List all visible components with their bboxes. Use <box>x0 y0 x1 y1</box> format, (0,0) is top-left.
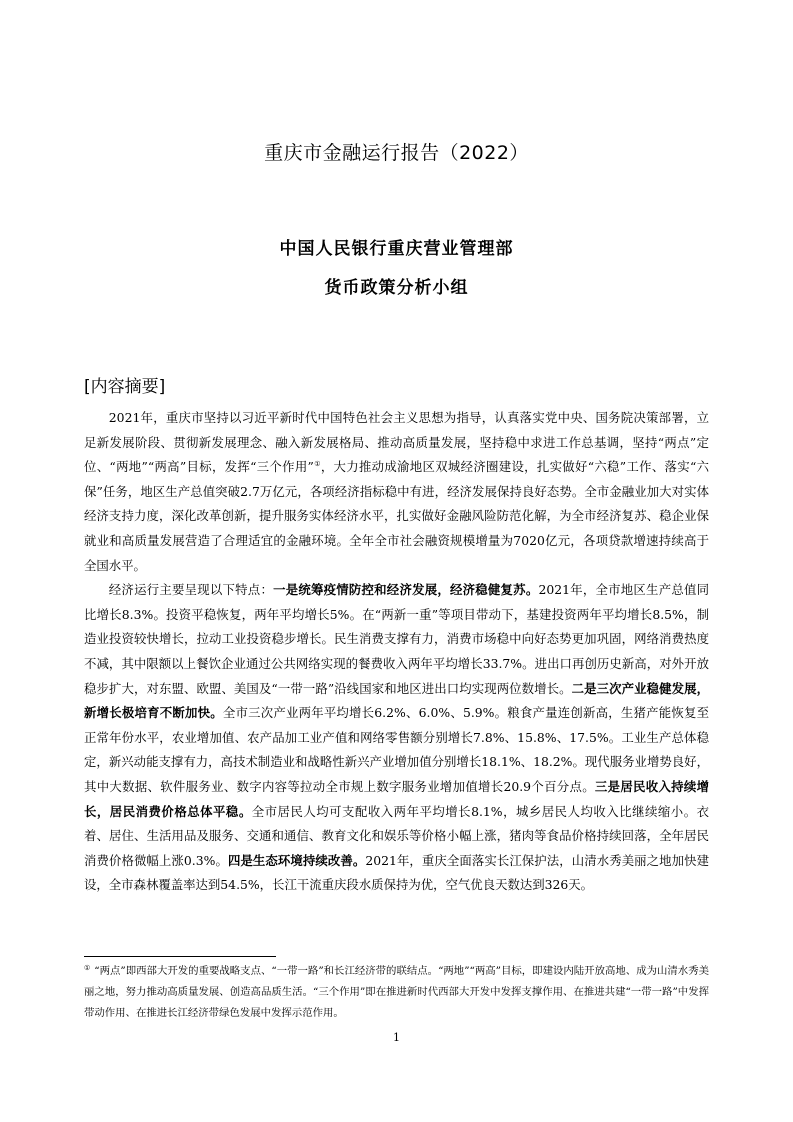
footnote-mark: ① <box>84 963 91 972</box>
para2-point-3: 三是居民收入持续增长，居民消费价格总体平稳。 <box>84 778 709 819</box>
paragraph-1 <box>84 406 709 578</box>
footnote-text: “两点”即西部大开发的重要战略支点、“一带一路”和长江经济带的联结点。“两地”“两高”目标，即建设内陆开放高地、成为山清水秀美丽之地，努力推动高质量发展、创造高品质生活。“三个作用”即在推进新时代西部大开发中发挥支撑作用、在推进共建“一带一路”中发挥带动作用、在推进长江经济带绿色发展中发挥示范作用。 <box>84 965 709 1019</box>
para2-text-3: 全市三次产业两年平均增长6.2%、6.0%、5.9%。粮食产量连创新高，生猪产能恢复至正常年份水平，农业增加值、农产品加工业产值和网络零售额分别增长7.8%、15.8%、17.5%。工业生产总体稳定，新兴动能支撑有力，高技术制造业和战略性新兴产业增加值分别增长18.1%、18.2%。现代服务业增势良好，其中大数据、软件服务业、数字内容等拉动全市规上数字服务业增加值增长20.9个百分点。 <box>84 705 710 794</box>
para1-text-a: 2021年，重庆市坚持以习近平新时代中国特色社会主义思想为指导，认真落实党中央、国务院决策部署，立足新发展阶段、贯彻新发展理念、融入新发展格局、推动高质量发展，坚持稳中求进工作总基调，坚持“两点”定位、“两地”“两高”目标，发挥“三个作用” <box>84 410 709 475</box>
footnote-reference[interactable]: ① <box>313 460 321 469</box>
footnote <box>84 961 709 1024</box>
author-group: 货币政策分析小组 <box>324 278 469 298</box>
para2-text-5: 2021年，重庆全面落实长江保护法，山清水秀美丽之地加快建设，全市森林覆盖率达到54.5%，长江干流重庆段水质保持为优，空气优良天数达到326天。 <box>84 852 709 893</box>
para2-point-4: 四是生态环境持续改善。 <box>227 852 366 868</box>
document-title: 重庆市金融运行报告（2022） <box>264 142 529 164</box>
para2-point-2: 二是三次产业稳健发展，新增长极培育不断加快。 <box>84 680 710 721</box>
organization-name: 中国人民银行重庆营业管理部 <box>279 239 514 259</box>
footnote-separator <box>84 956 276 957</box>
section-heading-abstract: [内容摘要] <box>84 377 166 397</box>
para2-text-4: 全市居民人均可支配收入两年平均增长8.1%，城乡居民人均收入比继续缩小。衣着、居住、生活用品及服务、交通和通信、教育文化和娱乐等价格小幅上涨，猪肉等食品价格持续回落，全年居民消费价格微幅上涨0.3%。 <box>84 803 709 868</box>
para1-text-b: ，大力推动成渝地区双城经济圈建设，扎实做好“六稳”工作、落实“六保”任务，地区生产总值突破2.7万亿元，各项经济指标稳中有进，经济发展保持良好态势。全市金融业加大对实体经济支持力度，深化改革创新，提升服务实体经济水平，扎实做好金融风险防范化解，为全市经济复苏、稳企业保就业和高质量发展营造了合理适宜的金融环境。全年全市社会融资规模增量为7020亿元，各项贷款增速持续高于全国水平。 <box>84 459 709 573</box>
para2-text-2: 2021年，全市地区生产总值同比增长8.3%。投资平稳恢复，两年平均增长5%。在“两新一重”等项目带动下，基建投资两年平均增长8.5%，制造业投资较快增长，拉动工业投资稳步增长。民生消费支撑有力，消费市场稳中向好态势更加巩固，网络消费热度不减，其中限额以上餐饮企业通过公共网络实现的餐费收入两年平均增长33.7%。进出口再创历史新高，对外开放稳步扩大，对东盟、欧盟、美国及“一带一路”沿线国家和地区进出口均实现两位数增长。 <box>84 582 709 696</box>
page-number: 1 <box>393 1031 400 1044</box>
paragraph-2 <box>84 578 709 898</box>
abstract-body <box>84 406 709 898</box>
para2-text-1: 经济运行主要呈现以下特点： <box>108 582 274 598</box>
para2-point-1: 一是统筹疫情防控和经济发展，经济稳健复苏。 <box>273 582 539 598</box>
